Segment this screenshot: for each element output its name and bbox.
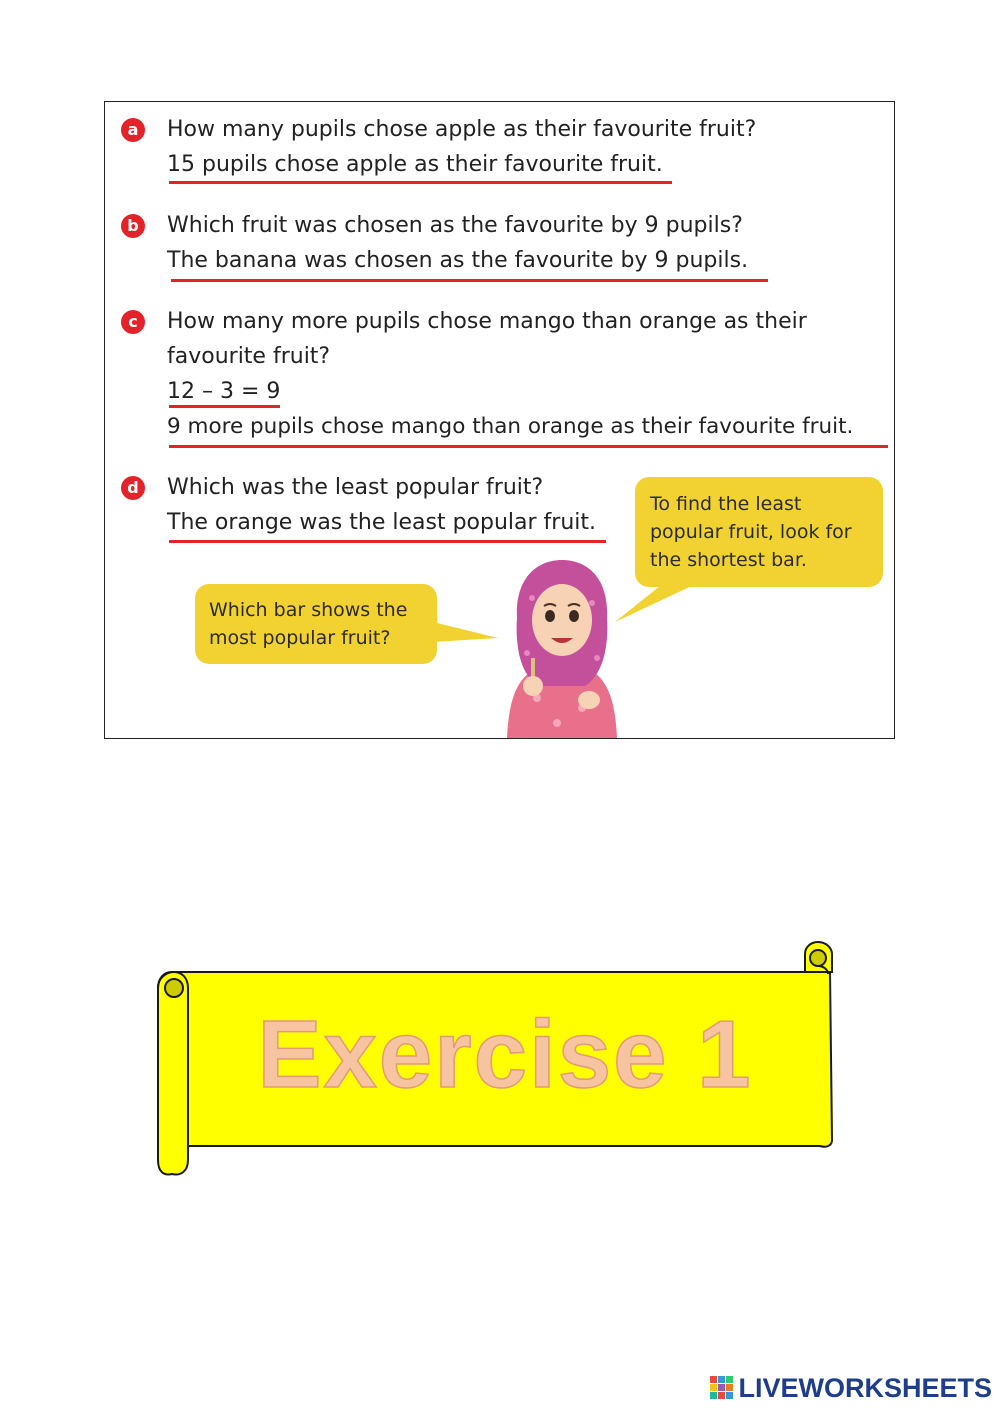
liveworksheets-footer	[710, 1373, 992, 1403]
liveworksheets-logo-icon	[710, 1376, 734, 1400]
question-b-text: Which fruit was chosen as the favourite by 9 pupils?	[167, 213, 743, 238]
answer-d-text: The orange was the least popular fruit.	[167, 510, 596, 535]
question-d-badge: d	[121, 476, 145, 500]
question-c-badge: c	[121, 310, 145, 334]
answer-c-text: 9 more pupils chose mango than orange as their favourite fruit.	[167, 414, 854, 439]
hint-bubble-right-line2: popular fruit, look for	[650, 521, 852, 543]
question-d-text: Which was the least popular fruit?	[167, 475, 544, 500]
hint-bubble-right-line3: the shortest bar.	[650, 549, 807, 571]
hint-bubble-right	[635, 477, 883, 587]
question-a-text: How many pupils chose apple as their favourite fruit?	[167, 117, 757, 142]
answer-c-equation-underline	[169, 405, 280, 408]
hint-bubble-left	[195, 584, 437, 664]
hint-bubble-right-line1: To find the least	[650, 493, 802, 515]
girl-character-illustration	[497, 558, 627, 738]
answer-b-underline	[171, 279, 768, 282]
question-c-text-line1: How many more pupils chose mango than orange as their	[167, 309, 807, 334]
answer-d-underline	[169, 540, 606, 543]
hint-bubble-left-line1: Which bar shows the	[209, 599, 408, 621]
answer-a-text: 15 pupils chose apple as their favourite fruit.	[167, 152, 663, 177]
question-a-badge: a	[121, 118, 145, 142]
answer-b-text: The banana was chosen as the favourite by 9 pupils.	[167, 248, 749, 273]
liveworksheets-brand-text[interactable]: LIVEWORKSHEETS	[738, 1372, 992, 1403]
worksheet-panel	[104, 101, 895, 739]
hint-bubble-left-tail	[433, 617, 503, 647]
question-b-badge: b	[121, 214, 145, 238]
exercise-title: Exercise 1	[257, 1001, 753, 1108]
question-c-text-line2: favourite fruit?	[167, 344, 331, 369]
answer-a-underline	[169, 181, 672, 184]
answer-c-underline	[169, 445, 888, 448]
hint-bubble-left-line2: most popular fruit?	[209, 627, 391, 649]
answer-c-equation: 12 – 3 = 9	[167, 379, 281, 404]
